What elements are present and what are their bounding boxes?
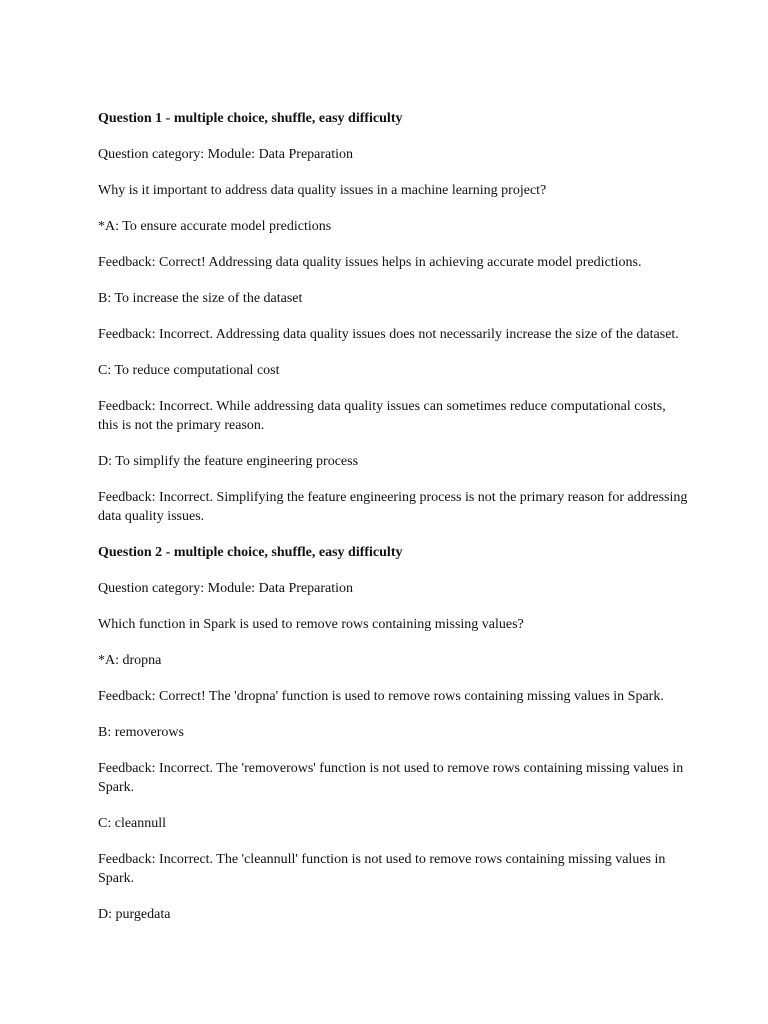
answer-option: B: removerows	[98, 725, 184, 740]
answer-feedback: Feedback: Correct! Addressing data quality issues helps in achieving accurate model predictions.	[98, 255, 642, 270]
question-block	[98, 543, 688, 924]
answer-feedback: Feedback: Incorrect. Addressing data quality issues does not necessarily increase the size of the dataset.	[98, 327, 679, 342]
answer-option: D: purgedata	[98, 907, 171, 922]
answer-option: C: To reduce computational cost	[98, 363, 280, 378]
answer-feedback: Feedback: Incorrect. The 'cleannull' function is not used to remove rows containing missing values in Spark.	[98, 852, 666, 886]
question-heading: Question 2 - multiple choice, shuffle, easy difficulty	[98, 545, 403, 560]
answer-feedback: Feedback: Incorrect. While addressing data quality issues can sometimes reduce computational costs, this is not the primary reason.	[98, 399, 666, 433]
question-block	[98, 109, 688, 526]
answer-option: C: cleannull	[98, 816, 167, 831]
question-category: Question category: Module: Data Preparation	[98, 581, 354, 596]
answer-option: D: To simplify the feature engineering process	[98, 454, 359, 469]
answer-option: *A: To ensure accurate model predictions	[98, 219, 332, 234]
question-category: Question category: Module: Data Preparation	[98, 147, 354, 162]
answer-option: B: To increase the size of the dataset	[98, 291, 303, 306]
question-prompt: Why is it important to address data quality issues in a machine learning project?	[98, 183, 547, 198]
document-page	[98, 109, 688, 941]
answer-feedback: Feedback: Incorrect. The 'removerows' function is not used to remove rows containing missing values in Spark.	[98, 761, 684, 795]
answer-feedback: Feedback: Incorrect. Simplifying the feature engineering process is not the primary reason for addressing data quality issues.	[98, 490, 688, 524]
answer-option: *A: dropna	[98, 653, 162, 668]
question-heading: Question 1 - multiple choice, shuffle, easy difficulty	[98, 111, 403, 126]
question-prompt: Which function in Spark is used to remove rows containing missing values?	[98, 617, 524, 632]
answer-feedback: Feedback: Correct! The 'dropna' function is used to remove rows containing missing values in Spark.	[98, 689, 664, 704]
